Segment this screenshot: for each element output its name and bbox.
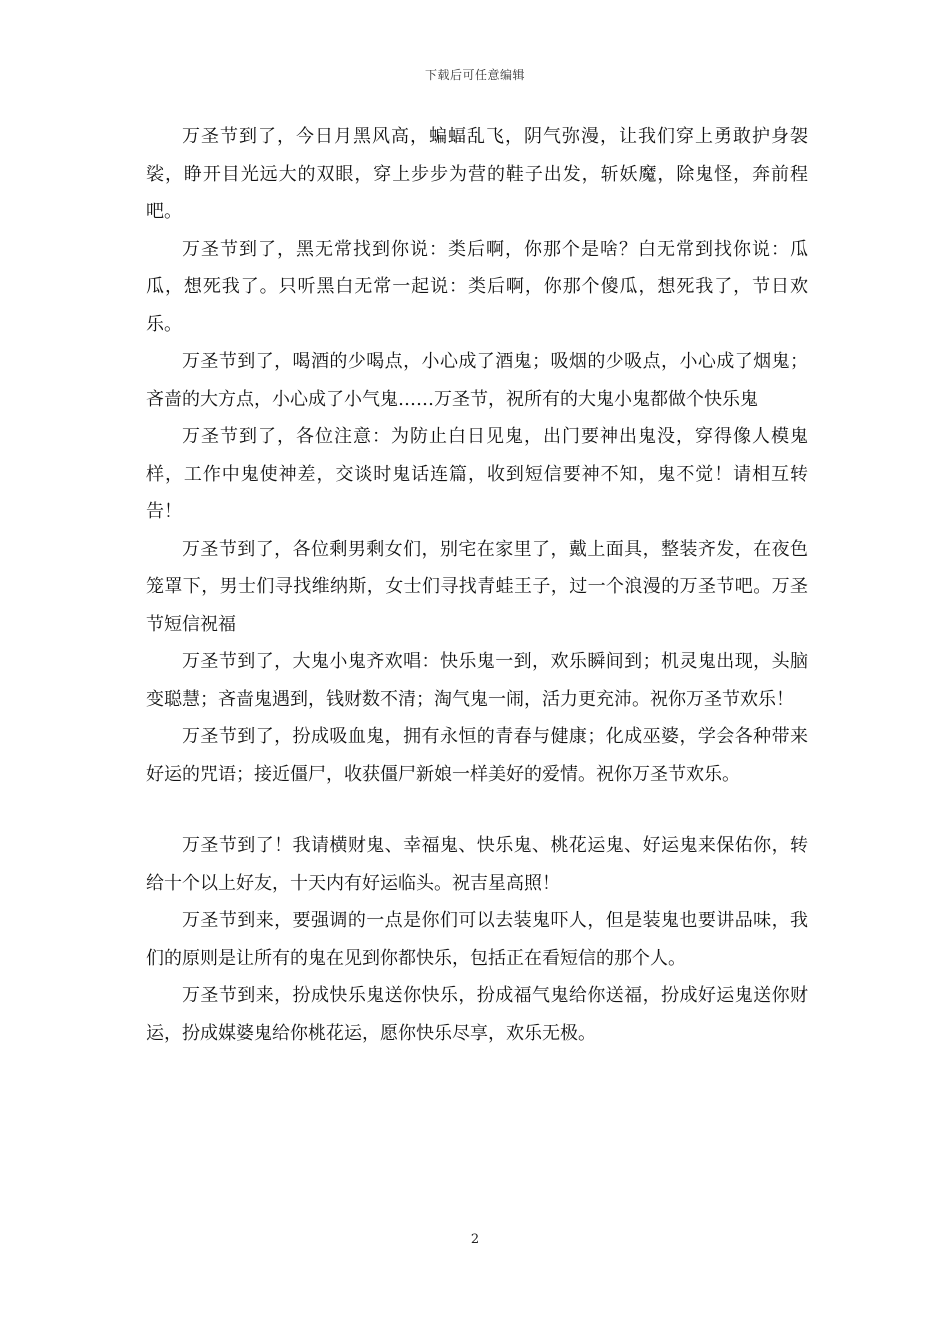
paragraph-9: 万圣节到来，要强调的一点是你们可以去装鬼吓人，但是装鬼也要讲品味，我们的原则是让所有的鬼在见到你都快乐，包括正在看短信的那个人。 <box>146 910 808 969</box>
paragraph-4: 万圣节到了，各位注意：为防止白日见鬼，出门要神出鬼没，穿得像人模鬼样，工作中鬼使神差，交谈时鬼话连篇，收到短信要神不知，鬼不觉！请相互转告！ <box>146 426 808 522</box>
paragraph-5: 万圣节到了，各位剩男剩女们，别宅在家里了，戴上面具，整装齐发，在夜色笼罩下，男士们寻找维纳斯，女士们寻找青蛙王子，过一个浪漫的万圣节吧。万圣节短信祝福 <box>146 538 808 635</box>
paragraph-7: 万圣节到了，扮成吸血鬼，拥有永恒的青春与健康；化成巫婆，学会各种带来好运的咒语；接近僵尸，收获僵尸新娘一样美好的爱情。祝你万圣节欢乐。 <box>146 726 808 785</box>
paragraph-6: 万圣节到了，大鬼小鬼齐欢唱：快乐鬼一到，欢乐瞬间到；机灵鬼出现，头脑变聪慧；吝啬鬼遇到，钱财数不清；淘气鬼一闹，活力更充沛。祝你万圣节欢乐！ <box>146 651 808 710</box>
paragraph-gap <box>146 793 808 827</box>
document-body <box>146 118 808 1052</box>
paragraph-10: 万圣节到来，扮成快乐鬼送你快乐，扮成福气鬼给你送福，扮成好运鬼送你财运，扮成媒婆鬼给你桃花运，愿你快乐尽享，欢乐无极。 <box>146 985 808 1044</box>
page-number: 2 <box>470 1232 480 1247</box>
paragraph-1: 万圣节到了，今日月黑风高，蝙蝠乱飞，阴气弥漫，让我们穿上勇敢护身袈裟，睁开目光远大的双眼，穿上步步为营的鞋子出发，斩妖魔，除鬼怪，奔前程吧。 <box>146 126 808 222</box>
paragraph-3: 万圣节到了，喝酒的少喝点，小心成了酒鬼；吸烟的少吸点，小心成了烟鬼；吝啬的大方点，小心成了小气鬼……万圣节，祝所有的大鬼小鬼都做个快乐鬼 <box>146 351 808 410</box>
page-header: 下载后可任意编辑 <box>424 68 525 82</box>
paragraph-8: 万圣节到了！我请横财鬼、幸福鬼、快乐鬼、桃花运鬼、好运鬼来保佑你，转给十个以上好友，十天内有好运临头。祝吉星高照！ <box>146 835 808 894</box>
paragraph-2: 万圣节到了，黑无常找到你说：类后啊，你那个是啥？白无常到找你说：瓜瓜，想死我了。只听黑白无常一起说：类后啊，你那个傻瓜，想死我了，节日欢乐。 <box>146 238 808 335</box>
